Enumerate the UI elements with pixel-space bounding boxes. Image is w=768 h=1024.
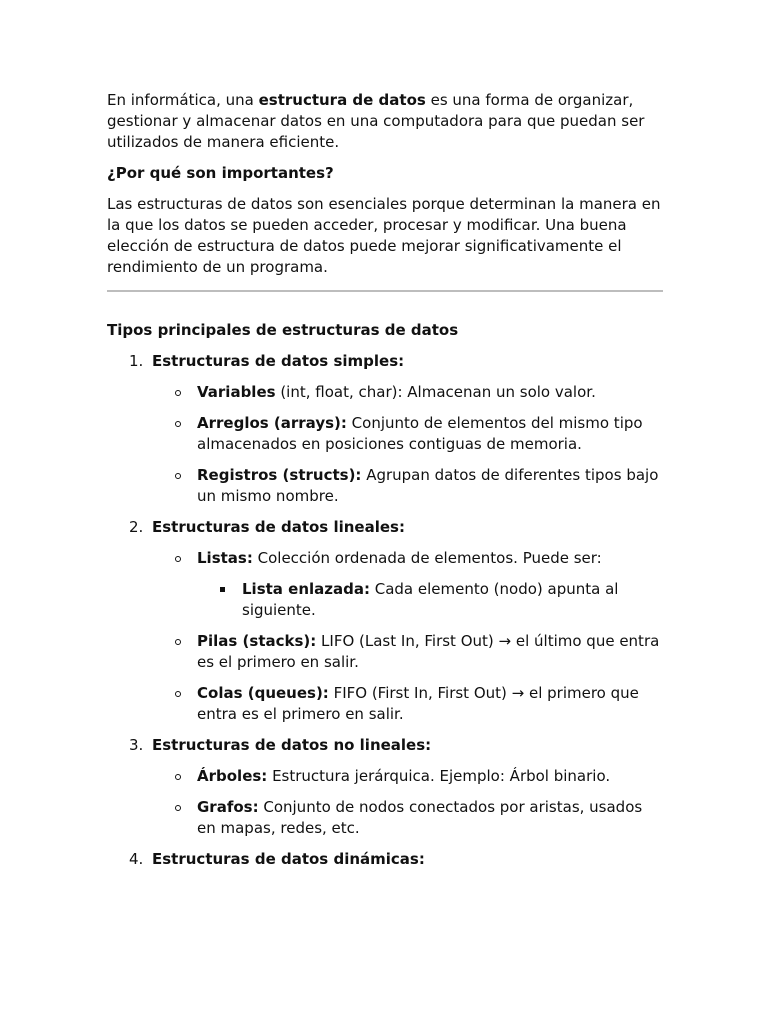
category-subitems — [152, 548, 663, 725]
category-subitems — [152, 766, 663, 839]
item-text: (int, float, char): Almacenan un solo valor. — [275, 383, 596, 401]
nested-list-item — [197, 579, 663, 621]
intro-bold-term: estructura de datos — [258, 91, 426, 109]
list-item — [152, 631, 663, 673]
item-term: Registros (structs): — [197, 466, 362, 484]
item-text: Estructura jerárquica. Ejemplo: Árbol binario. — [267, 767, 611, 785]
circle-bullet-icon — [175, 691, 181, 697]
category-item-simple — [107, 351, 663, 507]
category-item-linear — [107, 517, 663, 725]
intro-text-after: es una forma de organizar, gestionar y almacenar datos en una computadora para que puedan ser utilizados de manera eficiente. — [107, 91, 645, 151]
item-text: FIFO (First In, First Out) → el primero que entra es el primero en salir. — [197, 684, 639, 723]
item-text: Agrupan datos de diferentes tipos bajo un mismo nombre. — [197, 466, 659, 505]
category-number: 3. — [129, 736, 144, 754]
category-item-dynamic — [107, 849, 663, 870]
item-text: Cada elemento (nodo) apunta al siguiente. — [242, 580, 619, 619]
section-heading: Tipos principales de estructuras de datos — [107, 321, 459, 339]
category-item-nonlinear — [107, 735, 663, 839]
item-text: Colección ordenada de elementos. Puede ser: — [252, 549, 602, 567]
list-item — [152, 683, 663, 725]
item-text: Conjunto de nodos conectados por aristas, usados en mapas, redes, etc. — [197, 798, 643, 837]
document-content — [107, 90, 663, 880]
circle-bullet-icon — [175, 421, 181, 427]
item-term: Árboles: — [197, 767, 268, 785]
category-number: 2. — [129, 518, 144, 536]
list-item — [152, 766, 663, 787]
category-number: 1. — [129, 352, 144, 370]
item-text: Conjunto de elementos del mismo tipo almacenados en posiciones contiguas de memoria. — [197, 414, 643, 453]
square-bullet-icon — [220, 587, 225, 592]
category-title: Estructuras de datos lineales: — [152, 518, 405, 536]
list-item — [152, 548, 663, 621]
circle-bullet-icon — [175, 774, 181, 780]
circle-bullet-icon — [175, 805, 181, 811]
item-term: Listas: — [197, 549, 253, 567]
intro-paragraph — [107, 90, 663, 153]
question-heading: ¿Por qué son importantes? — [107, 164, 334, 182]
category-title: Estructuras de datos dinámicas: — [152, 850, 425, 868]
list-item — [152, 413, 663, 455]
category-title: Estructuras de datos no lineales: — [152, 736, 432, 754]
category-title: Estructuras de datos simples: — [152, 352, 405, 370]
nested-subitems — [197, 579, 663, 621]
circle-bullet-icon — [175, 473, 181, 479]
item-text: LIFO (Last In, First Out) → el último que entra es el primero en salir. — [197, 632, 660, 671]
horizontal-divider — [107, 290, 663, 292]
item-term: Lista enlazada: — [242, 580, 370, 598]
list-item — [152, 382, 663, 403]
list-item — [152, 797, 663, 839]
item-term: Grafos: — [197, 798, 259, 816]
item-term: Colas (queues): — [197, 684, 329, 702]
list-item — [152, 465, 663, 507]
item-term: Pilas (stacks): — [197, 632, 317, 650]
item-term: Variables — [197, 383, 276, 401]
item-term: Arreglos (arrays): — [197, 414, 347, 432]
category-subitems — [152, 382, 663, 507]
category-number: 4. — [129, 850, 144, 868]
circle-bullet-icon — [175, 556, 181, 562]
intro-text-before: En informática, una — [107, 91, 259, 109]
circle-bullet-icon — [175, 639, 181, 645]
circle-bullet-icon — [175, 390, 181, 396]
categories-list — [107, 351, 663, 870]
importance-paragraph: Las estructuras de datos son esenciales porque determinan la manera en la que los datos se pueden acceder, procesar y modificar. Una buena elección de estructura de datos puede mejorar significativamente el rendimiento de un programa. — [107, 195, 661, 276]
